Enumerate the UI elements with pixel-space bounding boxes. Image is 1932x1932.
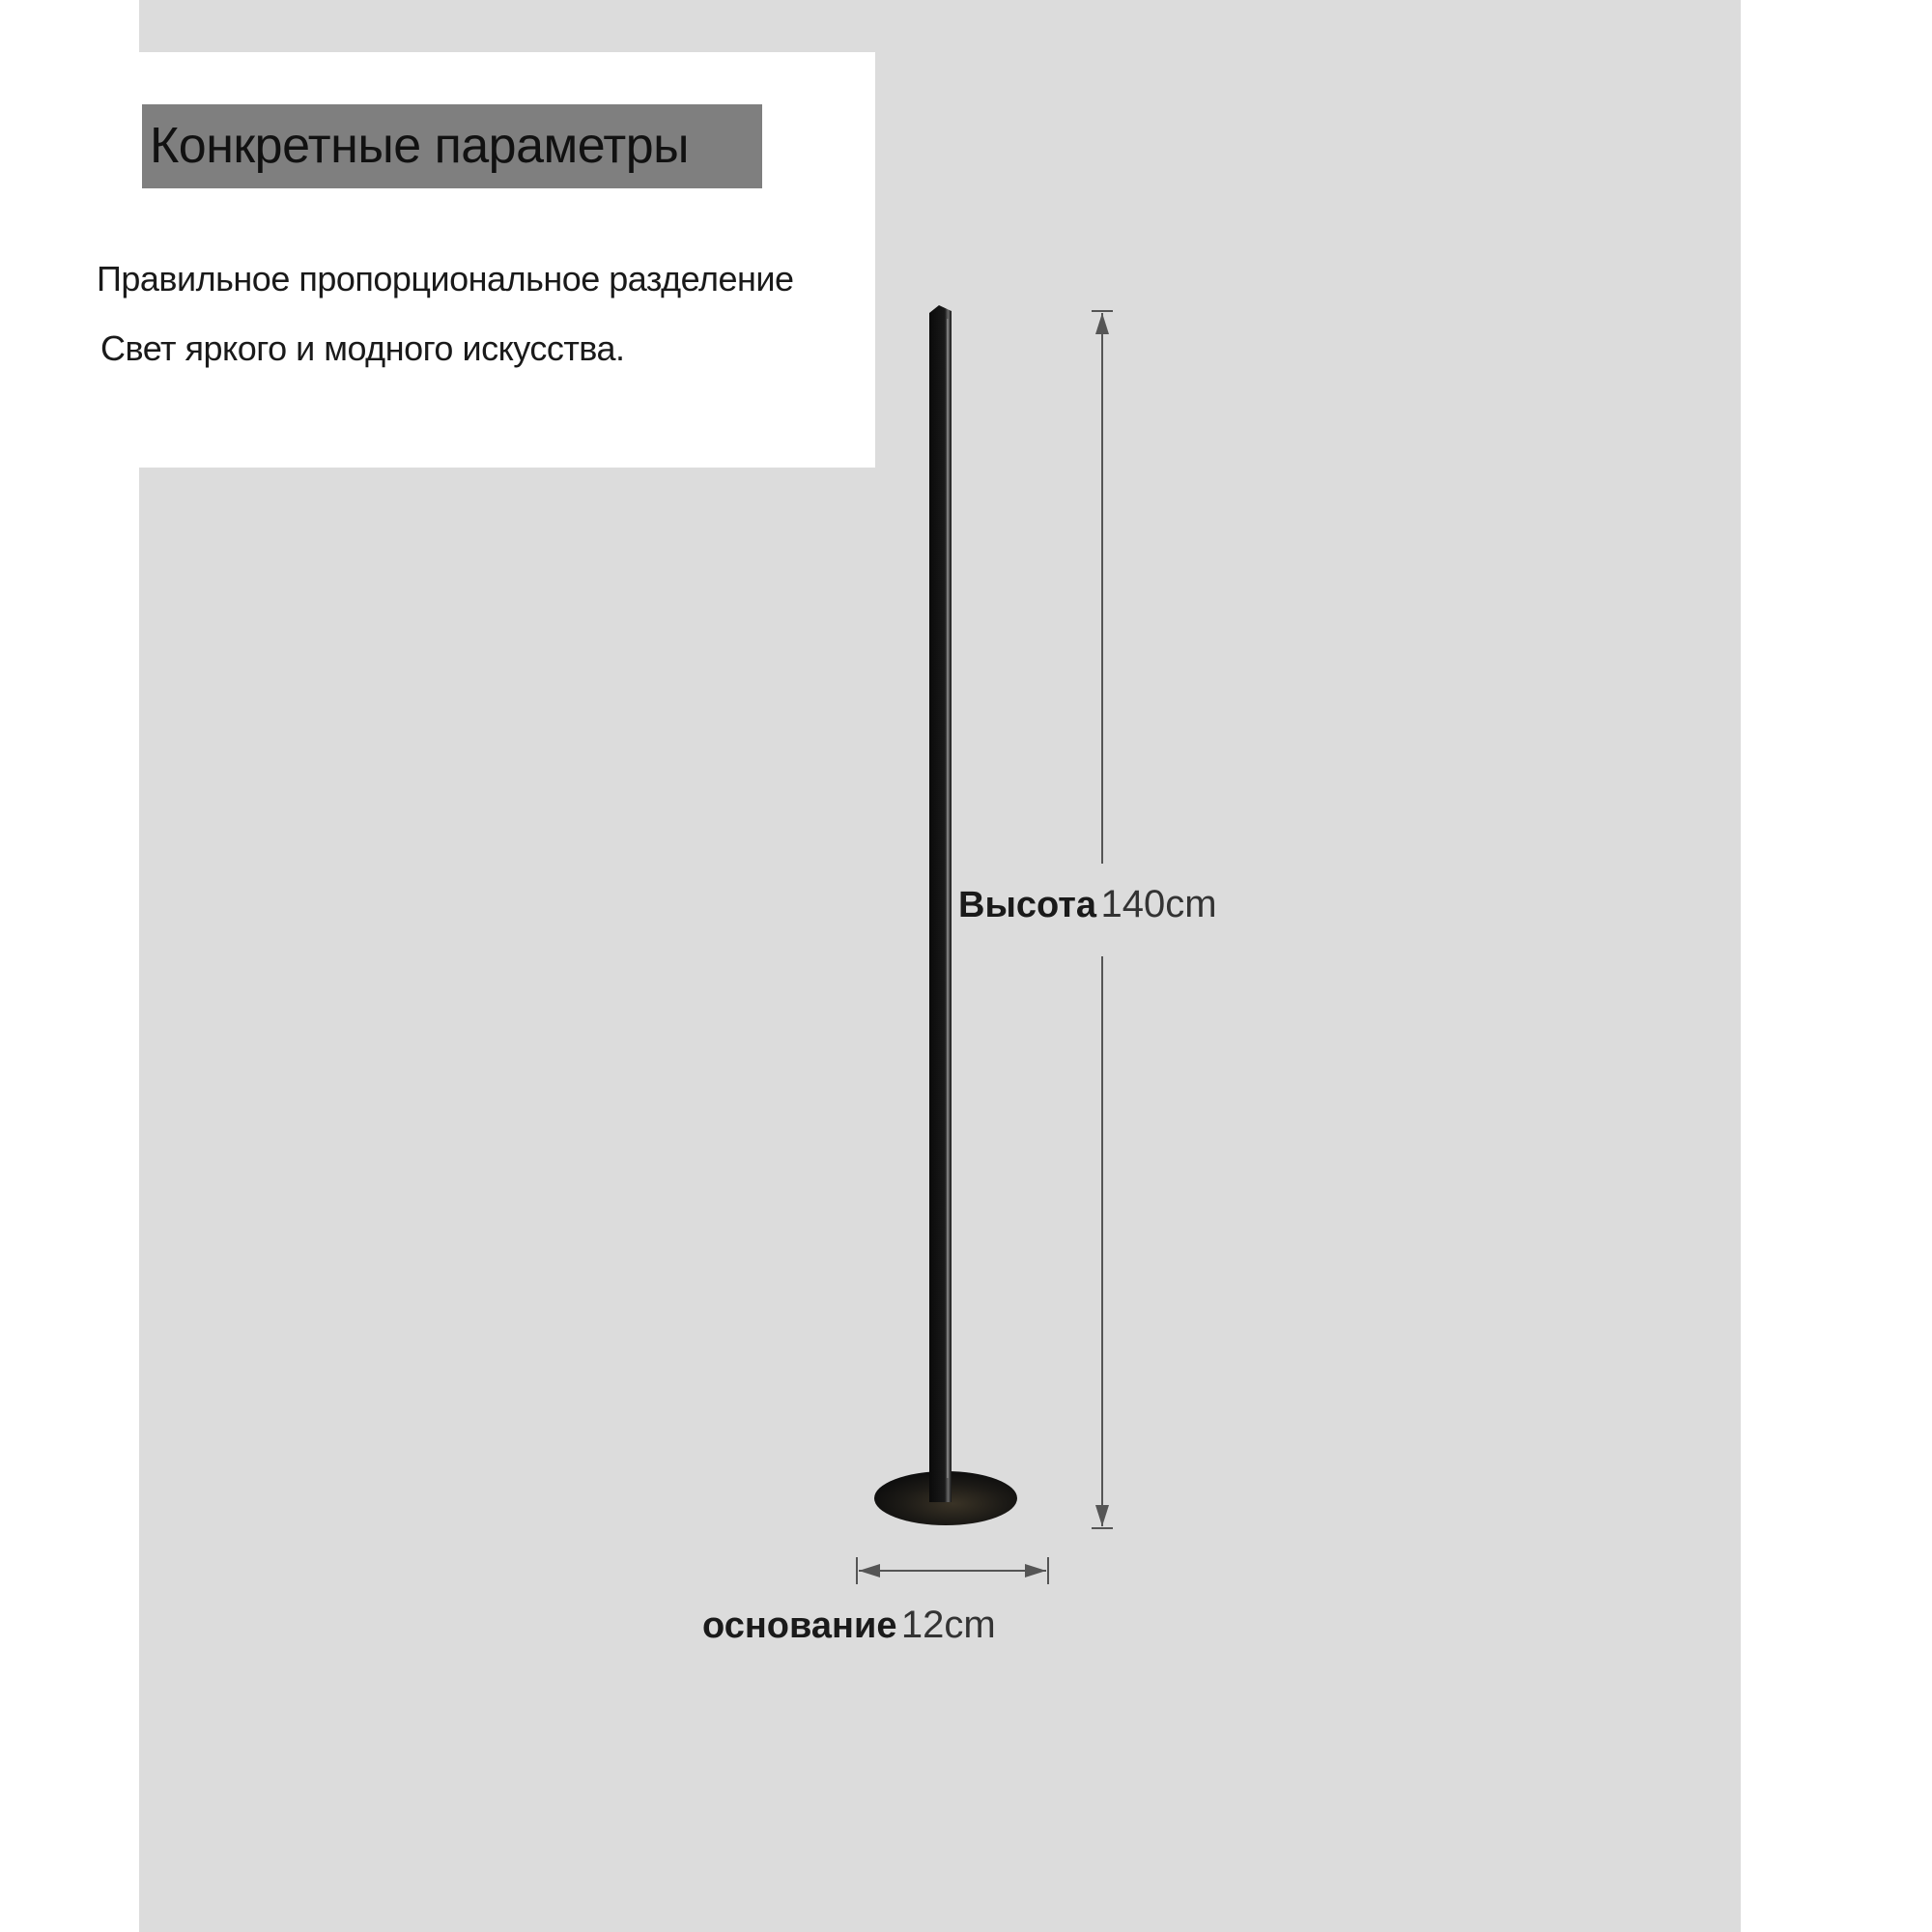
height-value: 140cm: [1100, 883, 1217, 925]
height-label-text: Высота: [958, 885, 1097, 925]
base-dimension: [857, 1557, 1048, 1584]
base-value: 12cm: [900, 1604, 996, 1646]
base-label-text: основание: [702, 1605, 897, 1646]
description-line-2: Свет яркого и модного искусства.: [100, 328, 625, 368]
page-title: Конкретные параметры: [142, 104, 762, 188]
height-label: [958, 883, 1217, 926]
description-line-1: Правильное пропорциональное разделение: [97, 259, 794, 298]
base-label: [702, 1604, 996, 1647]
